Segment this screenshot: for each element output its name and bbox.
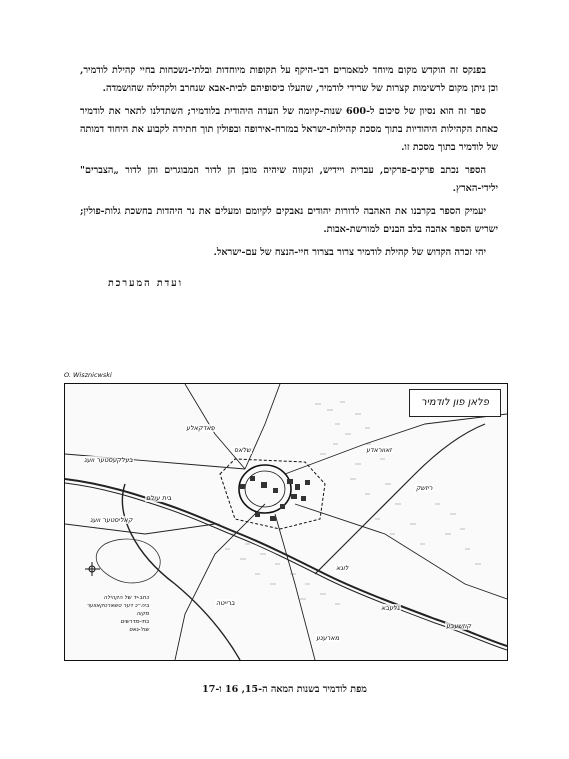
- paragraph: יהי זכרה הקדוש של קהילת לודמיר צרור בצרור חיי-הנצח של עם-ישראל.: [213, 247, 486, 258]
- legend-item: מקוה: [136, 611, 149, 617]
- map-label: קאליסטער וועג: [90, 516, 133, 524]
- map-label: קוזשעבע: [446, 622, 472, 630]
- legend-item: שול-גאס: [128, 627, 149, 633]
- legend-item: כתב-יד של הקהילה: [103, 595, 149, 601]
- map-label: בעלקעסטער וועג: [84, 456, 133, 464]
- map-label: פאדקאלע: [186, 424, 215, 432]
- paragraph: יעמיק הספר בקרבנו את האהבה לדורות יהודים נאבקים לקיומם ומעלים את נר היהדות בחשכת גלות-פולין; ישריש הספר אהבה בלב הבנים למורשת-אבות.: [80, 206, 498, 235]
- editorial-board-signature: ועדת המערכת: [108, 278, 184, 289]
- paragraph: ספר זה הוא נסיון של סיכום ל-600 שנות-קיומה של העדה היהודית בלודמיר; השתדלנו לתאר את לודמיר כאחת הקהילות היהודיות בתוך מסכת קהילות-ישראל במזרח-אירופה ובפולין תוך חתירה לקבוע את היחוד דמותה של לודמיר בתוך מסכת זו.: [80, 106, 498, 153]
- map-label: מארענע: [316, 634, 340, 642]
- map-label: ריזשק: [416, 484, 433, 492]
- artist-signature: O. Wisznicwski: [64, 371, 112, 379]
- map-caption: מפת לודמיר בשנות המאה ה-15, 16 ו-17: [202, 684, 367, 695]
- map-label: לוגא: [336, 564, 349, 572]
- map-label: בית עולם: [146, 494, 172, 502]
- map-legend: [69, 594, 149, 634]
- map-label: זאווראדע: [366, 446, 392, 454]
- map-image: [64, 383, 508, 661]
- map-label: ברייטה: [216, 599, 235, 607]
- map-label: גלעבא: [381, 604, 400, 612]
- legend-item: בתי-מדרשים: [120, 619, 149, 625]
- legend-item: ביה״כ דער טשארטקאווער: [86, 603, 149, 609]
- map-title: פלאן פון לודמיר: [409, 389, 501, 417]
- paragraph: הספר נכתב פרקים-פרקים, עברית ויידיש, ונקווה שיהיה מובן הן לדור המבוגרים והן לדור „הצברים" ילידי-הארץ.: [80, 165, 498, 194]
- map-figure: [64, 371, 508, 661]
- map-label: שלאס: [234, 446, 251, 454]
- intro-text: [80, 62, 498, 267]
- paragraph: בפנקס זה הוקדש מקום מיוחד למאמרים רבי-היקף על תקופות מיוחדות ובלתי-נשכחות בחיי קהילת לודמיר, וכן ניתן מקום לרשימות קצרות של שרידי לודמיר, שהעלו כיסופיהם לבית-אבא שנחרב ולקהילה שהושמדה.: [80, 65, 498, 94]
